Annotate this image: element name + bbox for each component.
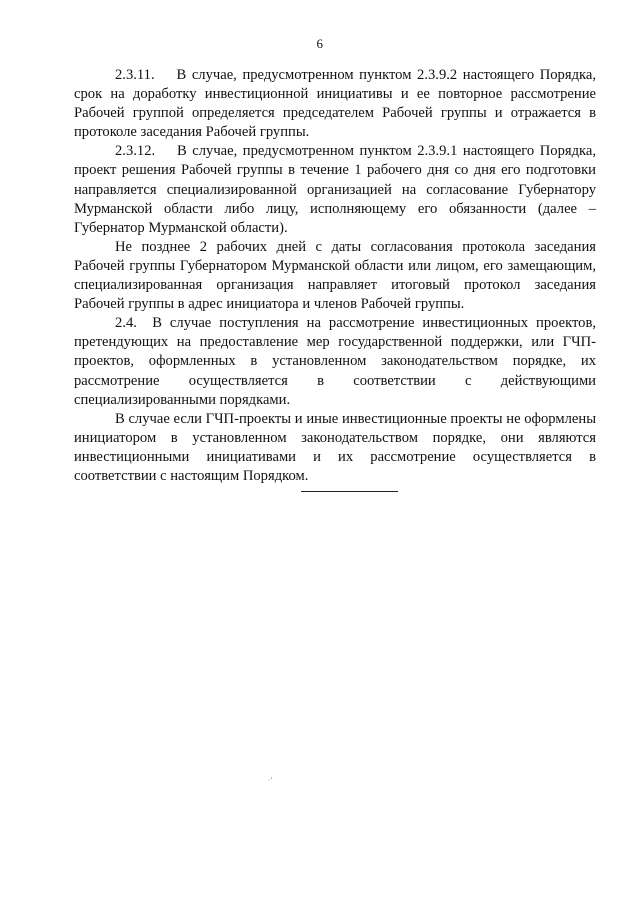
paragraph-2-3-11: 2.3.11. В случае, предусмотренном пунктом 2.3.9.2 настоящего Порядка, срок на доработку инвестиционной инициативы и ее повторное рассмотрение Рабочей группой определяется председателем Рабочей группы и отражается в протоколе заседания Рабочей группы. [74,67,596,141]
document-body [74,66,596,486]
end-divider-line [301,491,398,492]
scan-artifact-mark: ·' [268,776,273,785]
paragraph-2-3-12: 2.3.12. В случае, предусмотренном пунктом 2.3.9.1 настоящего Порядка, проект решения Рабочей группы в течение 1 рабочего дня со дня его подготовки направляется специализированной организацией на согласование Губернатору Мурманской области либо лицу, исполняющему его обязанности (далее – Губернатор Мурманской области). [74,143,596,236]
paragraph-protocol-deadline: Не позднее 2 рабочих дней с даты согласования протокола заседания Рабочей группы Губернатором Мурманской области или лицом, его замещающим, специализированная организация направляет итоговый протокол заседания Рабочей группы в адрес инициатора и членов Рабочей группы. [74,238,596,313]
paragraph-2-4: 2.4. В случае поступления на рассмотрение инвестиционных проектов, претендующих на предоставление мер государственной поддержки, или ГЧП-проектов, оформленных в установленном законодательством порядке, их рассмотрение осуществляется в соответствии с действующими специализированными порядками. [74,315,596,408]
page-number: 6 [316,36,324,51]
paragraph-gchp-projects: В случае если ГЧП-проекты и иные инвестиционные проекты не оформлены инициатором в установленном законодательством порядке, они являются инвестиционными инициативами и их рассмотрение осуществляется в соответствии с настоящим Порядком. [74,410,596,484]
